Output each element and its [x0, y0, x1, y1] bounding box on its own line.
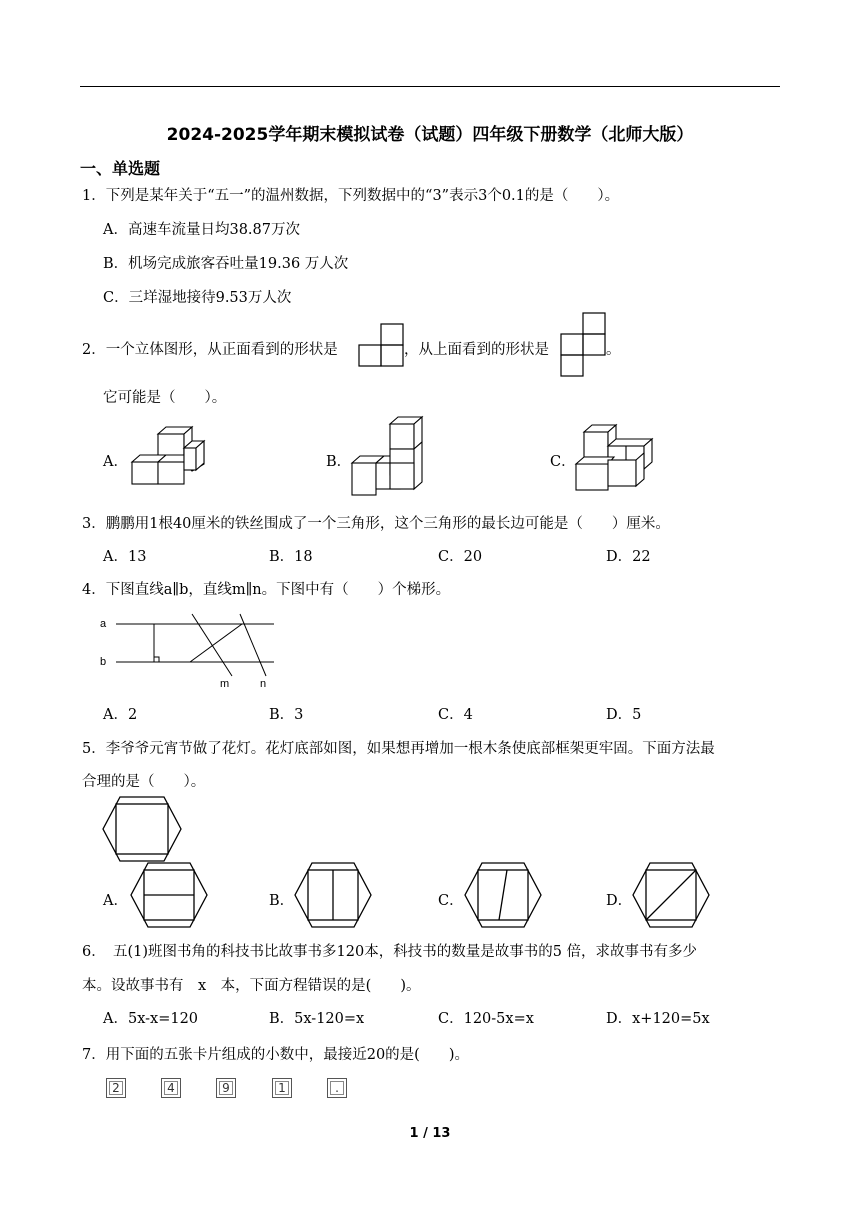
number-card: 1: [272, 1078, 292, 1098]
question-2-option-b: B．: [326, 454, 352, 470]
question-4-option-a: A．2: [103, 707, 138, 723]
question-7-stem: 7．用下面的五张卡片组成的小数中，最接近20的是( )。: [82, 1047, 469, 1063]
option-c-cubes-figure: [574, 422, 664, 494]
question-2-stem-part2: ，从上面看到的形状是: [404, 342, 549, 358]
line-m-label: m: [220, 678, 230, 690]
option-a-lantern-figure: [130, 862, 208, 928]
question-6-option-b: B．5x-120=x: [269, 1011, 365, 1027]
question-6-stem-line2: 本。设故事书有 x 本，下面方程错误的是( )。: [82, 978, 421, 994]
option-c-lantern-figure: [464, 862, 542, 928]
question-5-stem-line1: 5．李爷爷元宵节做了花灯。花灯底部如图，如果想再增加一根木条使底部框架更牢固。下面方法最: [82, 741, 715, 757]
front-view-figure: [358, 324, 404, 368]
question-5-option-b: B．: [269, 893, 295, 909]
question-5-option-c: C．: [438, 893, 464, 909]
number-card: 4: [161, 1078, 181, 1098]
decimal-point-card: .: [327, 1078, 347, 1098]
question-2-stem-part3: 。: [606, 342, 621, 358]
question-2-stem-line2: 它可能是（ ）。: [103, 390, 227, 406]
option-d-lantern-figure: [632, 862, 710, 928]
question-2-stem-part1: 2．一个立体图形，从正面看到的形状是: [82, 342, 338, 358]
question-3-option-c: C．20: [438, 549, 483, 565]
question-6-stem-line1: 6． 五(1)班图书角的科技书比故事书多120本，科技书的数量是故事书的5 倍，求故事书有多少: [82, 944, 698, 960]
question-3-option-a: A．13: [103, 549, 147, 565]
question-2-option-c: C．: [550, 454, 576, 470]
option-b-cubes-figure: [348, 416, 428, 498]
question-4-stem: 4．下图直线a∥b，直线m∥n。下图中有（ ）个梯形。: [82, 582, 451, 598]
question-6-option-c: C．120-5x=x: [438, 1011, 534, 1027]
page-number: 1 / 13: [409, 1126, 451, 1141]
question-1-option-a: A．高速车流量日均38.87万次: [103, 222, 300, 238]
question-4-option-b: B．3: [269, 707, 304, 723]
question-5-option-a: A．: [103, 893, 128, 909]
question-2-option-a: A．: [103, 454, 128, 470]
question-5-option-d: D．: [606, 893, 633, 909]
question-6-option-a: A．5x-x=120: [103, 1011, 199, 1027]
question-4-option-c: C．4: [438, 707, 473, 723]
number-card: 9: [216, 1078, 236, 1098]
line-a-label: a: [100, 618, 107, 630]
option-b-lantern-figure: [294, 862, 372, 928]
question-3-stem: 3．鹏鹏用1根40厘米的铁丝围成了一个三角形，这个三角形的最长边可能是（ ）厘米。: [82, 516, 670, 532]
line-n-label: n: [260, 678, 267, 690]
question-1-stem: 1．下列是某年关于“五一”的温州数据，下列数据中的“3”表示3个0.1的是（ ）。: [82, 188, 620, 204]
section-heading: 一、单选题: [80, 159, 161, 178]
page-title: 2024-2025学年期末模拟试卷（试题）四年级下册数学（北师大版）: [166, 125, 694, 145]
question-5-stem-line2: 合理的是（ ）。: [82, 774, 206, 790]
question-6-option-d: D．x+120=5x: [606, 1011, 710, 1027]
question-3-option-b: B．18: [269, 549, 313, 565]
line-b-label: b: [100, 656, 107, 668]
question-1-option-b: B．机场完成旅客吞吐量19.36 万人次: [103, 256, 349, 272]
top-view-figure: [560, 312, 606, 378]
parallel-lines-figure: [96, 610, 286, 690]
question-1-option-c: C．三垟湿地接待9.53万人次: [103, 290, 292, 306]
header-rule: [80, 86, 780, 87]
question-3-option-d: D．22: [606, 549, 651, 565]
question-4-option-d: D．5: [606, 707, 642, 723]
option-a-cubes-figure: [118, 426, 210, 488]
number-card: 2: [106, 1078, 126, 1098]
lantern-base-figure: [102, 796, 182, 862]
